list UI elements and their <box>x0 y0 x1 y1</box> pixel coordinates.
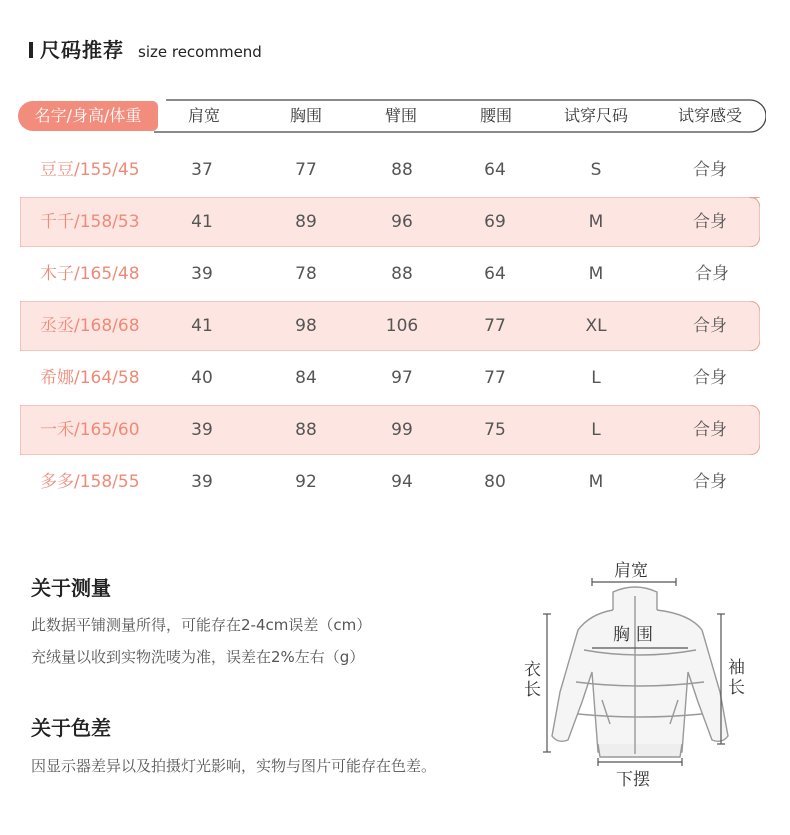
row-waist: 69 <box>484 212 506 232</box>
diagram-label-chest: 胸围 <box>613 625 659 645</box>
row-arm: 88 <box>391 160 413 180</box>
row-feel: 合身 <box>693 420 727 440</box>
row-shoulder: 41 <box>191 212 213 232</box>
color-diff-note: 因显示器差异以及拍摄灯光影响，实物与图片可能存在色差。 <box>31 757 437 775</box>
row-chest: 89 <box>295 212 317 232</box>
row-name: 豆豆/155/45 <box>40 160 140 180</box>
row-feel: 合身 <box>695 264 729 284</box>
measure-heading: 关于测量 <box>31 576 111 600</box>
table-row <box>20 405 760 455</box>
row-waist: 77 <box>484 316 506 336</box>
row-chest: 78 <box>295 264 317 284</box>
row-chest: 88 <box>295 420 317 440</box>
row-feel: 合身 <box>693 368 727 388</box>
row-arm: 99 <box>391 420 413 440</box>
row-waist: 64 <box>484 160 506 180</box>
row-name: 一禾/165/60 <box>40 420 140 440</box>
row-name: 丞丞/168/68 <box>40 316 140 336</box>
row-shoulder: 39 <box>191 420 213 440</box>
diagram-label-length: 衣长 <box>524 660 541 700</box>
header-name-column: 名字/身高/体重 <box>18 101 158 131</box>
title-accent-bar <box>29 42 33 58</box>
row-chest: 92 <box>295 472 317 492</box>
size-diagram <box>520 552 760 792</box>
table-row <box>20 301 760 351</box>
row-feel: 合身 <box>693 160 727 180</box>
header-col-waist: 腰围 <box>479 106 512 125</box>
page-subtitle: size recommend <box>138 43 262 61</box>
header-col-chest: 胸围 <box>289 106 322 125</box>
row-shoulder: 40 <box>191 368 213 388</box>
header-col-feel: 试穿感受 <box>677 106 742 125</box>
header-col-arm: 臂围 <box>384 106 417 125</box>
row-arm: 96 <box>391 212 413 232</box>
row-size: S <box>590 160 602 180</box>
table-header <box>18 99 766 133</box>
row-waist: 75 <box>484 420 506 440</box>
row-shoulder: 37 <box>191 160 213 180</box>
row-name: 木子/165/48 <box>40 264 140 284</box>
diagram-label-shoulder: 肩宽 <box>614 561 648 581</box>
row-size: M <box>588 212 604 232</box>
table-row <box>20 249 760 299</box>
color-diff-heading: 关于色差 <box>31 716 111 740</box>
jacket-illustration <box>520 552 760 792</box>
measure-note-2: 充绒量以收到实物洗唛为准，误差在2%左右（g） <box>31 648 365 666</box>
header-col-shoulder: 肩宽 <box>187 106 220 125</box>
table-row <box>20 145 760 195</box>
row-waist: 77 <box>484 368 506 388</box>
row-waist: 80 <box>484 472 506 492</box>
row-shoulder: 39 <box>191 472 213 492</box>
row-name: 多多/158/55 <box>40 472 140 492</box>
row-shoulder: 41 <box>191 316 213 336</box>
row-arm: 88 <box>391 264 413 284</box>
header-col-size: 试穿尺码 <box>563 106 628 125</box>
row-waist: 64 <box>484 264 506 284</box>
row-arm: 94 <box>391 472 413 492</box>
row-chest: 77 <box>295 160 317 180</box>
row-feel: 合身 <box>693 212 727 232</box>
row-size: M <box>588 472 604 492</box>
row-feel: 合身 <box>693 316 727 336</box>
row-size: L <box>591 368 601 388</box>
row-shoulder: 39 <box>191 264 213 284</box>
row-size: M <box>588 264 604 284</box>
table-row <box>20 457 760 507</box>
row-chest: 84 <box>295 368 317 388</box>
table-row <box>20 197 760 247</box>
row-feel: 合身 <box>693 472 727 492</box>
row-arm: 97 <box>391 368 413 388</box>
table-row <box>20 353 760 403</box>
diagram-label-hem: 下摆 <box>616 770 650 790</box>
row-size: L <box>591 420 601 440</box>
row-chest: 98 <box>295 316 317 336</box>
page-title: 尺码推荐 <box>40 38 124 62</box>
row-name: 千千/158/53 <box>40 212 140 232</box>
diagram-label-sleeve: 袖长 <box>728 658 745 698</box>
measure-note-1: 此数据平铺测量所得，可能存在2-4cm误差（cm） <box>31 616 372 634</box>
row-size: XL <box>585 316 607 336</box>
row-arm: 106 <box>385 316 419 336</box>
row-name: 希娜/164/58 <box>40 368 140 388</box>
